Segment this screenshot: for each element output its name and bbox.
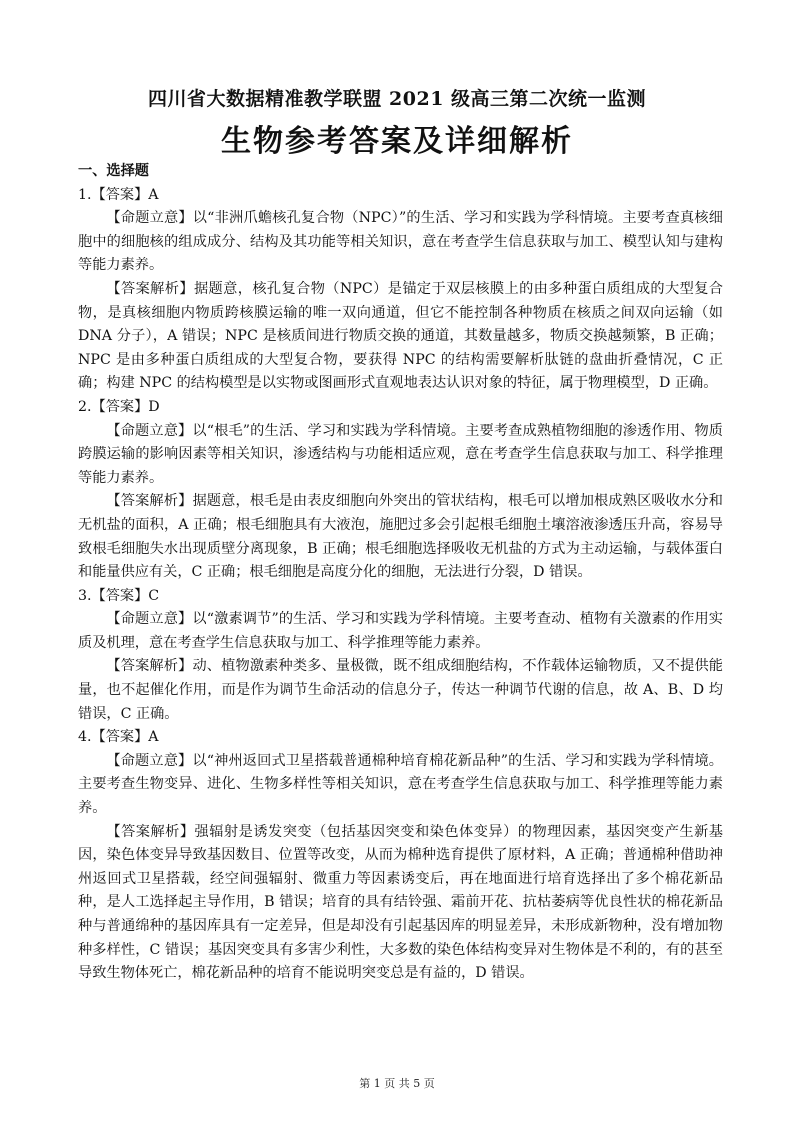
answer-line: 1.【答案】A bbox=[78, 186, 159, 203]
answer-line: 4.【答案】A bbox=[78, 729, 159, 746]
document-title: 四川省大数据精准教学联盟 2021 级高三第二次统一监测 bbox=[147, 88, 647, 110]
question-block-2 bbox=[78, 396, 723, 585]
intent-paragraph: 【命题立意】以“根毛”的生活、学习和实践为学科情境。主要考查成熟植物细胞的渗透作用、物质跨膜运输的影响因素等相关知识，渗透结构与功能相适应观，意在考查学生信息获取与加工、科学推理等能力素养。 bbox=[78, 422, 723, 486]
question-block-1 bbox=[78, 184, 723, 396]
document-subtitle: 生物参考答案及详细解析 bbox=[221, 124, 573, 159]
answer-line: 2.【答案】D bbox=[78, 398, 160, 415]
analysis-paragraph: 【答案解析】据题意，根毛是由表皮细胞向外突出的管状结构，根毛可以增加根成熟区吸收水分和无机盐的面积，A 正确；根毛细胞具有大液泡，施肥过多会引起根毛细胞土壤溶液渗透压升高，容易导致根毛细胞失水出现质壁分离现象，B 正确；根毛细胞选择吸收无机盐的方式为主动运输，与载体蛋白和能量供应有关，C 正确；根毛细胞是高度分化的细胞，无法进行分裂，D 错误。 bbox=[78, 493, 723, 581]
answer-line: 3.【答案】C bbox=[78, 587, 160, 604]
question-block-3 bbox=[78, 585, 723, 727]
intent-paragraph: 【命题立意】以“激素调节”的生活、学习和实践为学科情境。主要考查动、植物有关激素的作用实质及机理，意在考查学生信息获取与加工、科学推理等能力素养。 bbox=[78, 611, 723, 651]
analysis-paragraph: 【答案解析】据题意，核孔复合物（NPC）是锚定于双层核膜上的由多种蛋白质组成的大型复合物，是真核细胞内物质跨核膜运输的唯一双向通道，但它不能控制各种物质在核质之间双向运输（如 DNA 分子），A 错误；NPC 是核质间进行物质交换的通道，其数量越多，物质交换越频繁，B 正确；NPC 是由多种蛋白质组成的大型复合物，要获得 NPC 的结构需要解析肽链的盘曲折叠情况，C 正确；构建 NPC 的结构模型是以实物或图画形式直观地表达认识对象的特征，属于物理模型，D 正确。 bbox=[78, 280, 723, 392]
section-heading: 一、选择题 bbox=[78, 163, 149, 179]
analysis-paragraph: 【答案解析】强辐射是诱发突变（包括基因突变和染色体变异）的物理因素，基因突变产生新基因，染色体变异导致基因数目、位置等改变，从而为棉种选育提供了原材料，A 正确；普通棉种借助神州返回式卫星搭载，经空间强辐射、微重力等因素诱变后，再在地面进行培育选择出了多个棉花新品种，是人工选择起主导作用，B 错误；培育的具有结铃强、霜前开花、抗枯萎病等优良性状的棉花新品种与普通绵种的基因库具有一定差异，但是却没有引起基因库的明显差异，未形成新物种，没有增加物种多样性，C 错误；基因突变具有多害少利性，大多数的染色体结构变异对生物体是不利的，有的甚至导致生物体死亡，棉花新品种的培育不能说明突变总是有益的，D 错误。 bbox=[78, 823, 723, 982]
document-body bbox=[78, 160, 723, 986]
intent-paragraph: 【命题立意】以“非洲爪蟾核孔复合物（NPC）”的生活、学习和实践为学科情境。主要考查真核细胞中的细胞核的组成成分、结构及其功能等相关知识，意在考查学生信息获取与加工、模型认知与建构等能力素养。 bbox=[78, 210, 723, 274]
intent-paragraph: 【命题立意】以“神州返回式卫星搭载普通棉种培育棉花新品种”的生活、学习和实践为学科情境。主要考查生物变异、进化、生物多样性等相关知识，意在考查学生信息获取与加工、科学推理等能力素养。 bbox=[78, 752, 723, 817]
page-number-footer: 第 1 页 共 5 页 bbox=[359, 1077, 435, 1090]
analysis-paragraph: 【答案解析】动、植物激素种类多、量极微，既不组成细胞结构，不作载体运输物质，又不提供能量，也不起催化作用，而是作为调节生命活动的信息分子，传达一种调节代谢的信息，故 A、B、D 均错误，C 正确。 bbox=[78, 658, 723, 722]
question-block-4 bbox=[78, 726, 723, 986]
